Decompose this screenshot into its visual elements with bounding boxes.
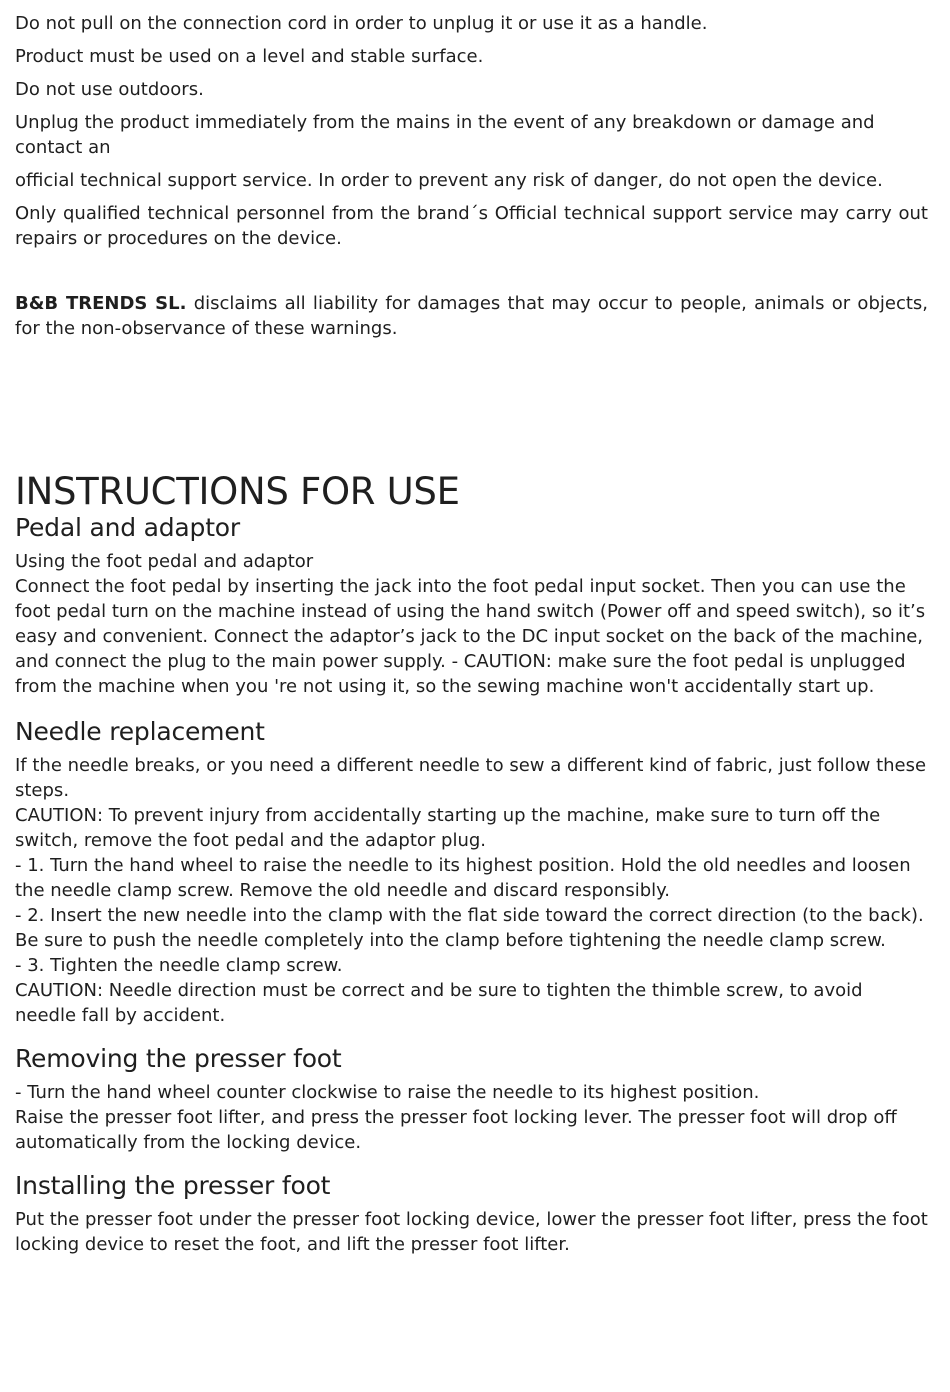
section-needle-heading: Needle replacement	[15, 717, 265, 746]
needle-line: CAUTION: Needle direction must be correct and be sure to tighten the thimble screw, to avoid needle fall by accident.	[15, 980, 863, 1026]
section-pedal-body	[15, 549, 928, 699]
pedal-line: Using the foot pedal and adaptor	[15, 551, 314, 572]
instructions-title: INSTRUCTIONS FOR USE	[15, 470, 460, 513]
needle-step: - 3. Tighten the needle clamp screw.	[15, 955, 343, 976]
pedal-line: Connect the foot pedal by inserting the jack into the foot pedal input socket. Then you can use the foot pedal turn on the machine instead of using the hand switch (Power off and speed switch), so it’s easy and convenient. Connect the adaptor’s jack to the DC input socket on the back of the machine, and connect the plug to the main power supply. - CAUTION: make sure the foot pedal is unplugged from the machine when you 're not using it, so the sewing machine won't accidentally start up.	[15, 576, 926, 697]
liability-notice	[15, 291, 928, 341]
warning-cord: Do not pull on the connection cord in order to unplug it or use it as a handle.	[15, 13, 708, 34]
needle-line: If the needle breaks, or you need a different needle to sew a different kind of fabric, just follow these steps.	[15, 755, 927, 801]
section-needle-body	[15, 753, 928, 1028]
needle-step: - 1. Turn the hand wheel to raise the needle to its highest position. Hold the old needles and loosen the needle clamp screw. Remove the old needle and discard responsibly.	[15, 855, 911, 901]
liability-text: disclaims all liability for damages that may occur to people, animals or objects, for the non-observance of these warnings.	[15, 293, 928, 339]
removing-line: - Turn the hand wheel counter clockwise to raise the needle to its highest position.	[15, 1082, 760, 1103]
company-name: B&B TRENDS SL.	[15, 293, 187, 314]
section-removing-heading: Removing the presser foot	[15, 1044, 342, 1073]
warning-outdoors: Do not use outdoors.	[15, 79, 204, 100]
warning-qualified: Only qualified technical personnel from the brand´s Official technical support service may carry out repairs or procedures on the device.	[15, 203, 928, 249]
section-removing-body	[15, 1080, 928, 1155]
needle-line: CAUTION: To prevent injury from accidentally starting up the machine, make sure to turn off the switch, remove the foot pedal and the adaptor plug.	[15, 805, 881, 851]
document-page	[15, 0, 928, 1257]
installing-line: Put the presser foot under the presser foot locking device, lower the presser foot lifter, press the foot locking device to reset the foot, and lift the presser foot lifter.	[15, 1209, 928, 1255]
warning-unplug: Unplug the product immediately from the mains in the event of any breakdown or damage and contact an	[15, 112, 875, 158]
needle-step: - 2. Insert the new needle into the clamp with the flat side toward the correct direction (to the back). Be sure to push the needle completely into the clamp before tightening the needle clamp screw.	[15, 905, 924, 951]
section-pedal-heading: Pedal and adaptor	[15, 513, 240, 542]
warning-support: official technical support service. In order to prevent any risk of danger, do not open the device.	[15, 170, 883, 191]
warning-surface: Product must be used on a level and stable surface.	[15, 46, 484, 67]
section-installing-heading: Installing the presser foot	[15, 1171, 331, 1200]
removing-line: Raise the presser foot lifter, and press the presser foot locking lever. The presser foot will drop off automatically from the locking device.	[15, 1107, 897, 1153]
section-installing-body	[15, 1207, 928, 1257]
